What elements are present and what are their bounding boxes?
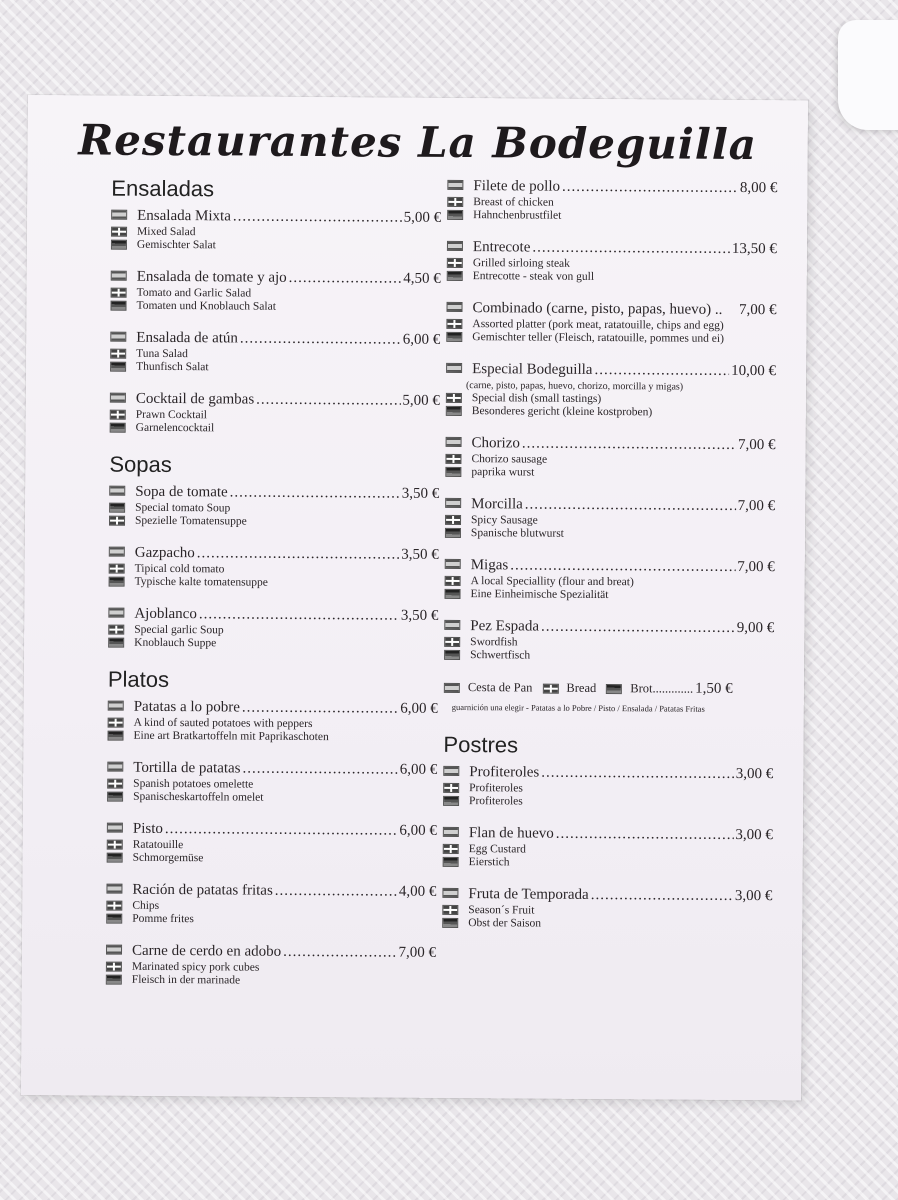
spain-flag-icon: [109, 486, 125, 496]
item-german: Hahnchenbrustfilet: [473, 209, 562, 222]
uk-flag-icon: [106, 901, 122, 911]
uk-flag-icon: [110, 349, 126, 359]
uk-flag-icon: [445, 576, 461, 586]
item-name: Ensalada Mixta: [137, 207, 231, 225]
germany-flag-icon: [106, 914, 122, 924]
item-german: Schwertfisch: [470, 649, 531, 662]
item-price: 5,00 €: [402, 392, 440, 409]
item-name: Combinado (carne, pisto, papas, huevo) ..: [472, 300, 723, 318]
menu-item: [443, 825, 773, 870]
germany-flag-icon: [447, 271, 463, 281]
menu-item: [447, 239, 777, 284]
menu-item: [110, 391, 440, 436]
germany-flag-icon: [109, 503, 125, 513]
uk-flag-icon: [106, 962, 122, 972]
item-name: Flan de huevo: [468, 825, 554, 842]
menu-item: [110, 269, 440, 314]
germany-flag-icon: [107, 731, 123, 741]
item-name: Filete de pollo: [473, 178, 561, 195]
dot-leader: [199, 606, 399, 624]
dot-leader: [541, 619, 735, 637]
germany-flag-icon: [444, 589, 460, 599]
germany-flag-icon: [445, 467, 461, 477]
item-english: Breast of chicken: [473, 196, 554, 209]
item-name: Tortilla de patatas: [133, 759, 241, 777]
uk-flag-icon: [108, 718, 124, 728]
dot-leader: [283, 944, 397, 962]
item-name: Pez Espada: [470, 618, 540, 635]
item-name: Entrecote: [472, 239, 531, 256]
item-price: 3,50 €: [401, 485, 440, 502]
menu-item: [444, 557, 774, 602]
item-price: 7,00 €: [398, 944, 437, 961]
germany-flag-icon: [444, 650, 460, 660]
item-english: Special tomato Soup: [135, 501, 231, 515]
germany-flag-icon: [606, 684, 622, 694]
item-name: Especial Bodeguilla: [472, 361, 593, 378]
menu-item: [445, 435, 775, 480]
germany-flag-icon: [442, 918, 458, 928]
item-english: Prawn Cocktail: [135, 408, 208, 422]
spain-flag-icon: [106, 884, 122, 894]
section-heading: Sopas: [109, 451, 172, 478]
dot-leader: [256, 392, 400, 410]
bread-line: [444, 679, 774, 698]
item-english: Tuna Salad: [136, 347, 188, 361]
uk-flag-icon: [445, 454, 461, 464]
dot-leader: .............: [652, 681, 694, 696]
item-english: Spanish potatoes omelette: [133, 777, 254, 791]
uk-flag-icon: [110, 410, 126, 420]
uk-flag-icon: [107, 840, 123, 850]
menu-item: [109, 545, 439, 590]
section-heading: Postres: [443, 731, 519, 758]
menu-item: [447, 178, 777, 223]
item-name: Sopa de tomate: [135, 483, 228, 501]
item-german: Profiteroles: [469, 795, 523, 808]
item-english: A local Speciallity (flour and breat): [470, 575, 634, 589]
item-english: Grilled sirloing steak: [472, 257, 570, 270]
uk-flag-icon: [446, 393, 462, 403]
item-price: 8,00 €: [739, 179, 778, 197]
item-english: Special dish (small tastings): [471, 392, 602, 406]
dot-leader: [197, 545, 400, 563]
item-name: Profiteroles: [469, 764, 540, 781]
item-name: Chorizo: [471, 435, 520, 452]
germany-flag-icon: [111, 240, 127, 250]
item-english: Marinated spicy pork cubes: [131, 960, 260, 974]
item-price: 4,00 €: [398, 883, 437, 900]
item-price: 7,00 €: [738, 301, 777, 319]
item-german: Schmorgemüse: [132, 851, 204, 865]
spain-flag-icon: [443, 766, 459, 776]
germany-flag-icon: [443, 796, 459, 806]
dot-leader: [240, 330, 401, 348]
item-english: Swordfish: [470, 636, 518, 649]
menu-item: [106, 943, 436, 988]
item-price: 10,00 €: [731, 362, 777, 380]
spain-flag-icon: [110, 332, 126, 342]
germany-flag-icon: [107, 792, 123, 802]
item-price: 3,00 €: [735, 765, 774, 783]
item-german: Gemischter teller (Fleisch, ratatouille, pommes und ei): [472, 331, 725, 345]
dot-leader: [510, 557, 735, 576]
menu-title: Restaurantes La Bodeguilla: [78, 115, 758, 170]
menu-item: [442, 886, 772, 931]
dot-leader: [591, 887, 733, 905]
uk-flag-icon: [443, 783, 459, 793]
spain-flag-icon: [111, 271, 127, 281]
item-german: Obst der Saison: [468, 917, 542, 930]
section-postres: [442, 732, 773, 931]
dot-leader: [594, 362, 729, 380]
item-english: Egg Custard: [468, 843, 526, 856]
item-german: Spanische blutwurst: [470, 527, 564, 540]
item-german: Besonderes gericht (kleine kostproben): [471, 405, 653, 419]
spain-flag-icon: [106, 945, 122, 955]
item-name: Cocktail de gambas: [135, 390, 255, 408]
item-price: 4,50 €: [403, 270, 441, 287]
item-german: Pomme frites: [132, 912, 194, 926]
spain-flag-icon: [110, 393, 126, 403]
germany-flag-icon: [106, 975, 122, 985]
section-sopas: [108, 452, 439, 651]
spain-flag-icon: [446, 437, 462, 447]
item-german: Typische kalte tomatensuppe: [134, 575, 268, 589]
spain-flag-icon: [445, 498, 461, 508]
spain-flag-icon: [443, 827, 459, 837]
spain-flag-icon: [109, 547, 125, 557]
menu-item: [111, 208, 441, 253]
item-german: Tomaten und Knoblauch Salat: [136, 299, 276, 313]
uk-flag-icon: [109, 564, 125, 574]
menu-item: [446, 300, 776, 345]
dot-leader: [556, 826, 734, 844]
menu-item: [109, 484, 439, 529]
item-german: Spanischeskartoffeln omelet: [133, 790, 264, 804]
spain-flag-icon: [108, 701, 124, 711]
menu-item: [444, 618, 774, 663]
section-ensaladas: [110, 176, 442, 436]
item-english: Tipical cold tomato: [134, 562, 225, 576]
dot-leader: [525, 496, 736, 514]
menu-item: [446, 361, 776, 419]
item-price: 5,00 €: [403, 209, 442, 226]
spain-flag-icon: [445, 559, 461, 569]
germany-flag-icon: [446, 332, 462, 342]
item-price: 6,00 €: [399, 822, 437, 839]
item-name: Fruta de Temporada: [468, 886, 589, 903]
item-english: Ratatouille: [132, 838, 184, 852]
item-english: Mixed Salad: [137, 225, 196, 239]
dot-leader: [289, 270, 402, 288]
item-german: Eine Einheimische Spezialität: [470, 588, 609, 602]
menu-item: [443, 764, 773, 809]
napkin: [838, 20, 898, 130]
spain-flag-icon: [447, 180, 463, 190]
uk-flag-icon: [542, 683, 558, 693]
item-price: 3,00 €: [735, 826, 773, 844]
right-column: [442, 178, 777, 949]
germany-flag-icon: [443, 857, 459, 867]
item-german: Spezielle Tomatensuppe: [134, 514, 247, 528]
menu-item: [107, 699, 437, 744]
item-name: Morcilla: [471, 496, 523, 513]
item-name: Patatas a lo pobre: [133, 698, 241, 716]
spain-flag-icon: [107, 762, 123, 772]
menu-item: [108, 606, 438, 651]
dot-leader: [165, 821, 398, 840]
uk-flag-icon: [111, 288, 127, 298]
bread-es: Cesta de Pan: [467, 680, 533, 695]
item-english: Assorted platter (pork meat, ratatouille, chips and egg): [472, 318, 724, 332]
item-price: 3,00 €: [734, 887, 773, 905]
dot-leader: [562, 179, 738, 197]
uk-flag-icon: [447, 197, 463, 207]
item-name: Pisto: [132, 820, 163, 837]
germany-flag-icon: [107, 853, 123, 863]
item-german: paprika wurst: [471, 466, 535, 479]
germany-flag-icon: [110, 423, 126, 433]
item-price: 13,50 €: [731, 240, 777, 258]
spain-flag-icon: [444, 620, 460, 630]
item-name: Ensalada de tomate y ajo: [136, 268, 287, 286]
section-platos: [106, 667, 438, 988]
item-price: 3,50 €: [401, 546, 439, 563]
item-german: Knoblauch Suppe: [134, 636, 217, 650]
germany-flag-icon: [446, 406, 462, 416]
uk-flag-icon: [109, 516, 125, 526]
item-english: Season´s Fruit: [468, 904, 535, 917]
menu-item: [107, 760, 437, 805]
bread-price: 1,50 €: [695, 680, 733, 697]
spain-flag-icon: [442, 888, 458, 898]
item-german: Fleisch in der marinade: [131, 973, 241, 987]
item-name: Ensalada de atún: [136, 329, 238, 347]
uk-flag-icon: [107, 779, 123, 789]
item-english: Special garlic Soup: [134, 623, 224, 637]
item-german: Entrecotte - steak von gull: [472, 270, 595, 283]
germany-flag-icon: [110, 301, 126, 311]
dot-leader: [275, 883, 397, 901]
item-german: Garnelencocktail: [135, 421, 215, 435]
spain-flag-icon: [444, 682, 460, 692]
item-price: 7,00 €: [738, 436, 776, 454]
item-price: 3,50 €: [400, 607, 439, 624]
item-german: Gemischter Salat: [136, 238, 216, 252]
uk-flag-icon: [443, 844, 459, 854]
item-price: 7,00 €: [737, 497, 776, 515]
left-column: [106, 176, 442, 1006]
bread-de: Brot: [630, 681, 653, 696]
item-german: Thunfisch Salat: [136, 360, 209, 374]
spain-flag-icon: [446, 302, 462, 312]
germany-flag-icon: [110, 362, 126, 372]
item-english: Profiteroles: [469, 782, 523, 795]
item-german: Eine art Bratkartoffeln mit Paprikaschoten: [133, 729, 329, 744]
uk-flag-icon: [108, 625, 124, 635]
dot-leader: [532, 240, 730, 258]
item-german: Eierstich: [468, 856, 510, 869]
uk-flag-icon: [445, 515, 461, 525]
dot-leader: [541, 765, 734, 783]
item-price: 6,00 €: [399, 761, 438, 778]
uk-flag-icon: [111, 227, 127, 237]
germany-flag-icon: [447, 210, 463, 220]
section-heading: Platos: [107, 666, 170, 692]
item-note: (carne, pisto, papas, huevo, chorizo, morcilla y migas): [465, 380, 684, 393]
item-english: A kind of sauted potatoes with peppers: [133, 716, 313, 731]
spain-flag-icon: [107, 823, 123, 833]
item-english: Chorizo sausage: [471, 453, 548, 466]
item-price: 6,00 €: [400, 700, 438, 717]
item-english: Chips: [132, 899, 160, 912]
section-heading: Ensaladas: [111, 175, 215, 202]
menu-item: [445, 496, 775, 541]
uk-flag-icon: [442, 905, 458, 915]
menu-item: [107, 821, 437, 866]
item-name: Ajoblanco: [134, 605, 197, 623]
dot-leader: [230, 484, 400, 502]
item-name: Carne de cerdo en adobo: [131, 942, 282, 960]
garnish-note: guarnición una elegir - Patatas a lo Pobre / Pisto / Ensalada / Patatas Fritas: [451, 701, 705, 714]
germany-flag-icon: [445, 528, 461, 538]
spain-flag-icon: [111, 210, 127, 220]
item-price: 9,00 €: [736, 619, 775, 637]
spain-flag-icon: [447, 241, 463, 251]
item-name: Ración de patatas fritas: [132, 881, 273, 899]
dot-leader: [242, 700, 398, 718]
item-name: Gazpacho: [134, 544, 195, 562]
dot-leader: [233, 208, 402, 226]
uk-flag-icon: [447, 258, 463, 268]
dot-leader: [522, 435, 736, 453]
item-name: Migas: [470, 557, 509, 574]
spain-flag-icon: [108, 608, 124, 618]
menu-sheet: [21, 95, 808, 1100]
uk-flag-icon: [446, 319, 462, 329]
uk-flag-icon: [444, 637, 460, 647]
item-english: Spicy Sausage: [471, 514, 538, 527]
item-price: 7,00 €: [737, 558, 775, 576]
spain-flag-icon: [446, 363, 462, 373]
dot-leader: [242, 761, 397, 779]
germany-flag-icon: [108, 638, 124, 648]
bread-en: Bread: [566, 680, 597, 695]
menu-item: [106, 882, 436, 927]
germany-flag-icon: [109, 577, 125, 587]
item-english: Tomato and Garlic Salad: [136, 286, 252, 300]
menu-item: [110, 330, 440, 375]
item-price: 6,00 €: [402, 331, 441, 348]
